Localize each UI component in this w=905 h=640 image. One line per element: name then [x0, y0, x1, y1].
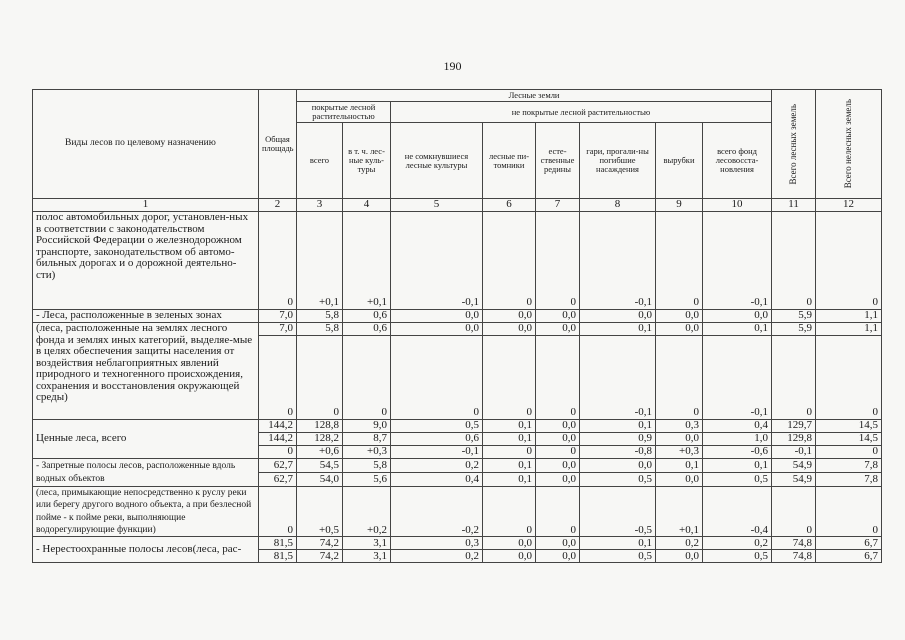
cell-value: 0,0 — [656, 310, 703, 323]
cell-value: 144,2 — [259, 420, 297, 433]
cell-value: 7,8 — [816, 459, 882, 473]
cell-value: 129,8 — [772, 433, 816, 446]
cell-value: 74,8 — [772, 537, 816, 550]
cell-value: 0,0 — [703, 310, 772, 323]
cell-value: 0,0 — [536, 459, 580, 473]
cell-value: 7,0 — [259, 310, 297, 323]
cell-value: 74,8 — [772, 550, 816, 563]
cell-value: 128,8 — [297, 420, 343, 433]
cell-value: -0,4 — [703, 487, 772, 537]
cell-value: 0,1 — [580, 537, 656, 550]
cell-value: 0,1 — [483, 433, 536, 446]
cell-value: 0 — [536, 446, 580, 459]
cell-value: 0,0 — [536, 433, 580, 446]
colnum: 3 — [297, 199, 343, 212]
colnum: 9 — [656, 199, 703, 212]
header-reforestation-fund: всего фонд лесовосста-новления — [703, 123, 772, 199]
cell-value: 81,5 — [259, 537, 297, 550]
cell-value: 0,3 — [656, 420, 703, 433]
cell-value: 0,5 — [703, 473, 772, 487]
header-covered-total: всего — [297, 123, 343, 199]
cell-value: 0 — [816, 487, 882, 537]
cell-value: 5,8 — [343, 459, 391, 473]
cell-value: +0,1 — [343, 212, 391, 310]
cell-value: 0,0 — [483, 310, 536, 323]
cell-value: 0,3 — [391, 537, 483, 550]
cell-value: 0,1 — [580, 323, 656, 336]
page-number: 190 — [443, 59, 462, 73]
cell-value: 0,5 — [580, 473, 656, 487]
colnum: 4 — [343, 199, 391, 212]
cell-value: 0,1 — [483, 459, 536, 473]
cell-value: +0,1 — [656, 487, 703, 537]
colnum: 12 — [816, 199, 882, 212]
cell-value: 54,0 — [297, 473, 343, 487]
table-row — [33, 537, 882, 550]
cell-value: -0,1 — [703, 212, 772, 310]
cell-value: 5,8 — [297, 310, 343, 323]
cell-value: 3,1 — [343, 537, 391, 550]
cell-value: 14,5 — [816, 433, 882, 446]
cell-value: -0,1 — [391, 446, 483, 459]
header-covered: покрытые лесной растительностью — [297, 102, 391, 123]
cell-value: 0 — [536, 336, 580, 420]
header-burnt-areas: гари, прогали-ны погибшие насаждения — [580, 123, 656, 199]
row-description: - Нерестоохранные полосы лесов(леса, рас- — [33, 537, 259, 563]
row-description: - Леса, расположенные в зеленых зонах — [33, 310, 259, 323]
cell-value: 8,7 — [343, 433, 391, 446]
cell-value: 0,0 — [656, 550, 703, 563]
cell-value: 81,5 — [259, 550, 297, 563]
cell-value: 3,1 — [343, 550, 391, 563]
cell-value: 0 — [483, 336, 536, 420]
cell-value: +0,1 — [297, 212, 343, 310]
cell-value: 0,0 — [656, 323, 703, 336]
cell-value: 0,0 — [536, 550, 580, 563]
header-total-area: Общая площадь — [259, 90, 297, 199]
column-numbers-row — [33, 199, 882, 212]
forest-land-table — [32, 89, 882, 563]
colnum: 6 — [483, 199, 536, 212]
cell-value: 0,0 — [536, 473, 580, 487]
cell-value: 0,0 — [656, 433, 703, 446]
row-description: Ценные леса, всего — [33, 420, 259, 459]
colnum: 2 — [259, 199, 297, 212]
cell-value: -0,1 — [703, 336, 772, 420]
cell-value: 0,0 — [580, 310, 656, 323]
cell-value: 0,2 — [391, 459, 483, 473]
cell-value: 0 — [483, 446, 536, 459]
cell-value: 0,6 — [343, 323, 391, 336]
header-clearcuts: вырубки — [656, 123, 703, 199]
cell-value: 0,1 — [656, 459, 703, 473]
cell-value: -0,1 — [772, 446, 816, 459]
cell-value: 128,2 — [297, 433, 343, 446]
cell-value: 0,9 — [580, 433, 656, 446]
cell-value: 5,8 — [297, 323, 343, 336]
cell-value: 0 — [656, 212, 703, 310]
table-row — [33, 323, 882, 336]
cell-value: 0,4 — [391, 473, 483, 487]
table-row — [33, 310, 882, 323]
cell-value: 7,0 — [259, 323, 297, 336]
colnum: 8 — [580, 199, 656, 212]
cell-value: 14,5 — [816, 420, 882, 433]
header-not-covered: не покрытые лесной растительностью — [391, 102, 772, 123]
cell-value: 62,7 — [259, 459, 297, 473]
cell-value: 54,5 — [297, 459, 343, 473]
cell-value: 74,2 — [297, 550, 343, 563]
header-total-forest-lands: Всего лесных земель — [772, 90, 816, 199]
cell-value: +0,2 — [343, 487, 391, 537]
cell-value: 0 — [259, 446, 297, 459]
cell-value: 0 — [483, 212, 536, 310]
cell-value: 0,1 — [483, 420, 536, 433]
cell-value: -0,6 — [703, 446, 772, 459]
colnum: 7 — [536, 199, 580, 212]
cell-value: 0 — [816, 212, 882, 310]
cell-value: 0 — [343, 336, 391, 420]
cell-value: 0 — [536, 212, 580, 310]
cell-value: 0,0 — [391, 310, 483, 323]
cell-value: 0 — [259, 336, 297, 420]
cell-value: 0 — [536, 487, 580, 537]
cell-value: 0 — [772, 487, 816, 537]
cell-value: 0 — [772, 336, 816, 420]
cell-value: -0,8 — [580, 446, 656, 459]
cell-value: +0,3 — [656, 446, 703, 459]
cell-value: 62,7 — [259, 473, 297, 487]
table-row — [33, 459, 882, 473]
table-row — [33, 420, 882, 433]
row-description: полос автомобильных дорог, установлен-ных в соответствии с законодательством Российской Федерации о железнодорожном транспорте, законодательством об автомо-бильных дорогах и о дорожной деятельно-сти) — [33, 212, 259, 310]
cell-value: 0,0 — [536, 420, 580, 433]
cell-value: 0,0 — [536, 537, 580, 550]
cell-value: +0,5 — [297, 487, 343, 537]
cell-value: -0,1 — [580, 336, 656, 420]
cell-value: 5,9 — [772, 323, 816, 336]
cell-value: 0 — [259, 487, 297, 537]
cell-value: 74,2 — [297, 537, 343, 550]
header-forest-lands: Лесные земли — [297, 90, 772, 102]
cell-value: 0 — [816, 446, 882, 459]
cell-value: 0,0 — [483, 537, 536, 550]
colnum: 10 — [703, 199, 772, 212]
cell-value: +0,3 — [343, 446, 391, 459]
table-row — [33, 212, 882, 310]
cell-value: 0,5 — [703, 550, 772, 563]
header-total-nonforest-lands: Всего нелесных земель — [816, 90, 882, 199]
row-description: (леса, примыкающие непосредственно к руслу реки или берегу другого водного объекта, а при безлесной пойме - к пойме реки, выполняющие водорегулирующие функции) — [33, 487, 259, 537]
header-unclosed-cultures: не сомкнувшиеся лесные культуры — [391, 123, 483, 199]
cell-value: 9,0 — [343, 420, 391, 433]
header-forest-type: Виды лесов по целевому назначению — [33, 90, 259, 199]
cell-value: 0,0 — [483, 550, 536, 563]
cell-value: +0,6 — [297, 446, 343, 459]
cell-value: 1,0 — [703, 433, 772, 446]
cell-value: 0,1 — [703, 459, 772, 473]
header-nurseries: лесные пи-томники — [483, 123, 536, 199]
table-row — [33, 487, 882, 537]
cell-value: 6,7 — [816, 537, 882, 550]
cell-value: 54,9 — [772, 459, 816, 473]
cell-value: 0,6 — [391, 433, 483, 446]
cell-value: 54,9 — [772, 473, 816, 487]
cell-value: 0 — [259, 212, 297, 310]
cell-value: 6,7 — [816, 550, 882, 563]
colnum: 1 — [33, 199, 259, 212]
cell-value: -0,5 — [580, 487, 656, 537]
cell-value: 5,9 — [772, 310, 816, 323]
cell-value: 0,0 — [536, 323, 580, 336]
cell-value: 0,1 — [580, 420, 656, 433]
cell-value: 0,0 — [391, 323, 483, 336]
cell-value: 0,5 — [580, 550, 656, 563]
colnum: 5 — [391, 199, 483, 212]
cell-value: 0,0 — [483, 323, 536, 336]
cell-value: 0,2 — [391, 550, 483, 563]
row-description: - Запретные полосы лесов, расположенные вдоль водных объектов — [33, 459, 259, 487]
cell-value: 1,1 — [816, 310, 882, 323]
cell-value: 0,0 — [580, 459, 656, 473]
cell-value: 0 — [772, 212, 816, 310]
cell-value: 0,5 — [391, 420, 483, 433]
cell-value: 7,8 — [816, 473, 882, 487]
cell-value: 0,0 — [656, 473, 703, 487]
cell-value: 0 — [816, 336, 882, 420]
cell-value: 0 — [656, 336, 703, 420]
cell-value: 0 — [483, 487, 536, 537]
colnum: 11 — [772, 199, 816, 212]
cell-value: 0 — [391, 336, 483, 420]
cell-value: 0,1 — [703, 323, 772, 336]
cell-value: 0,2 — [703, 537, 772, 550]
cell-value: 0,6 — [343, 310, 391, 323]
cell-value: 129,7 — [772, 420, 816, 433]
cell-value: 1,1 — [816, 323, 882, 336]
cell-value: -0,1 — [580, 212, 656, 310]
header-natural-sparse: есте-ственные редины — [536, 123, 580, 199]
cell-value: 0,2 — [656, 537, 703, 550]
row-description: (леса, расположенные на землях лесного фонда и землях иных категорий, выделяе-мые в целях обеспечения защиты населения от воздействия неблагоприятных явлений природного и техногенного происхождения, сохранения и восстановления окружающей среды) — [33, 323, 259, 420]
cell-value: -0,1 — [391, 212, 483, 310]
cell-value: 0 — [297, 336, 343, 420]
cell-value: 144,2 — [259, 433, 297, 446]
cell-value: 0,0 — [536, 310, 580, 323]
cell-value: 0,1 — [483, 473, 536, 487]
cell-value: -0,2 — [391, 487, 483, 537]
header-plantations: в т. ч. лес-ные куль-туры — [343, 123, 391, 199]
cell-value: 5,6 — [343, 473, 391, 487]
cell-value: 0,4 — [703, 420, 772, 433]
